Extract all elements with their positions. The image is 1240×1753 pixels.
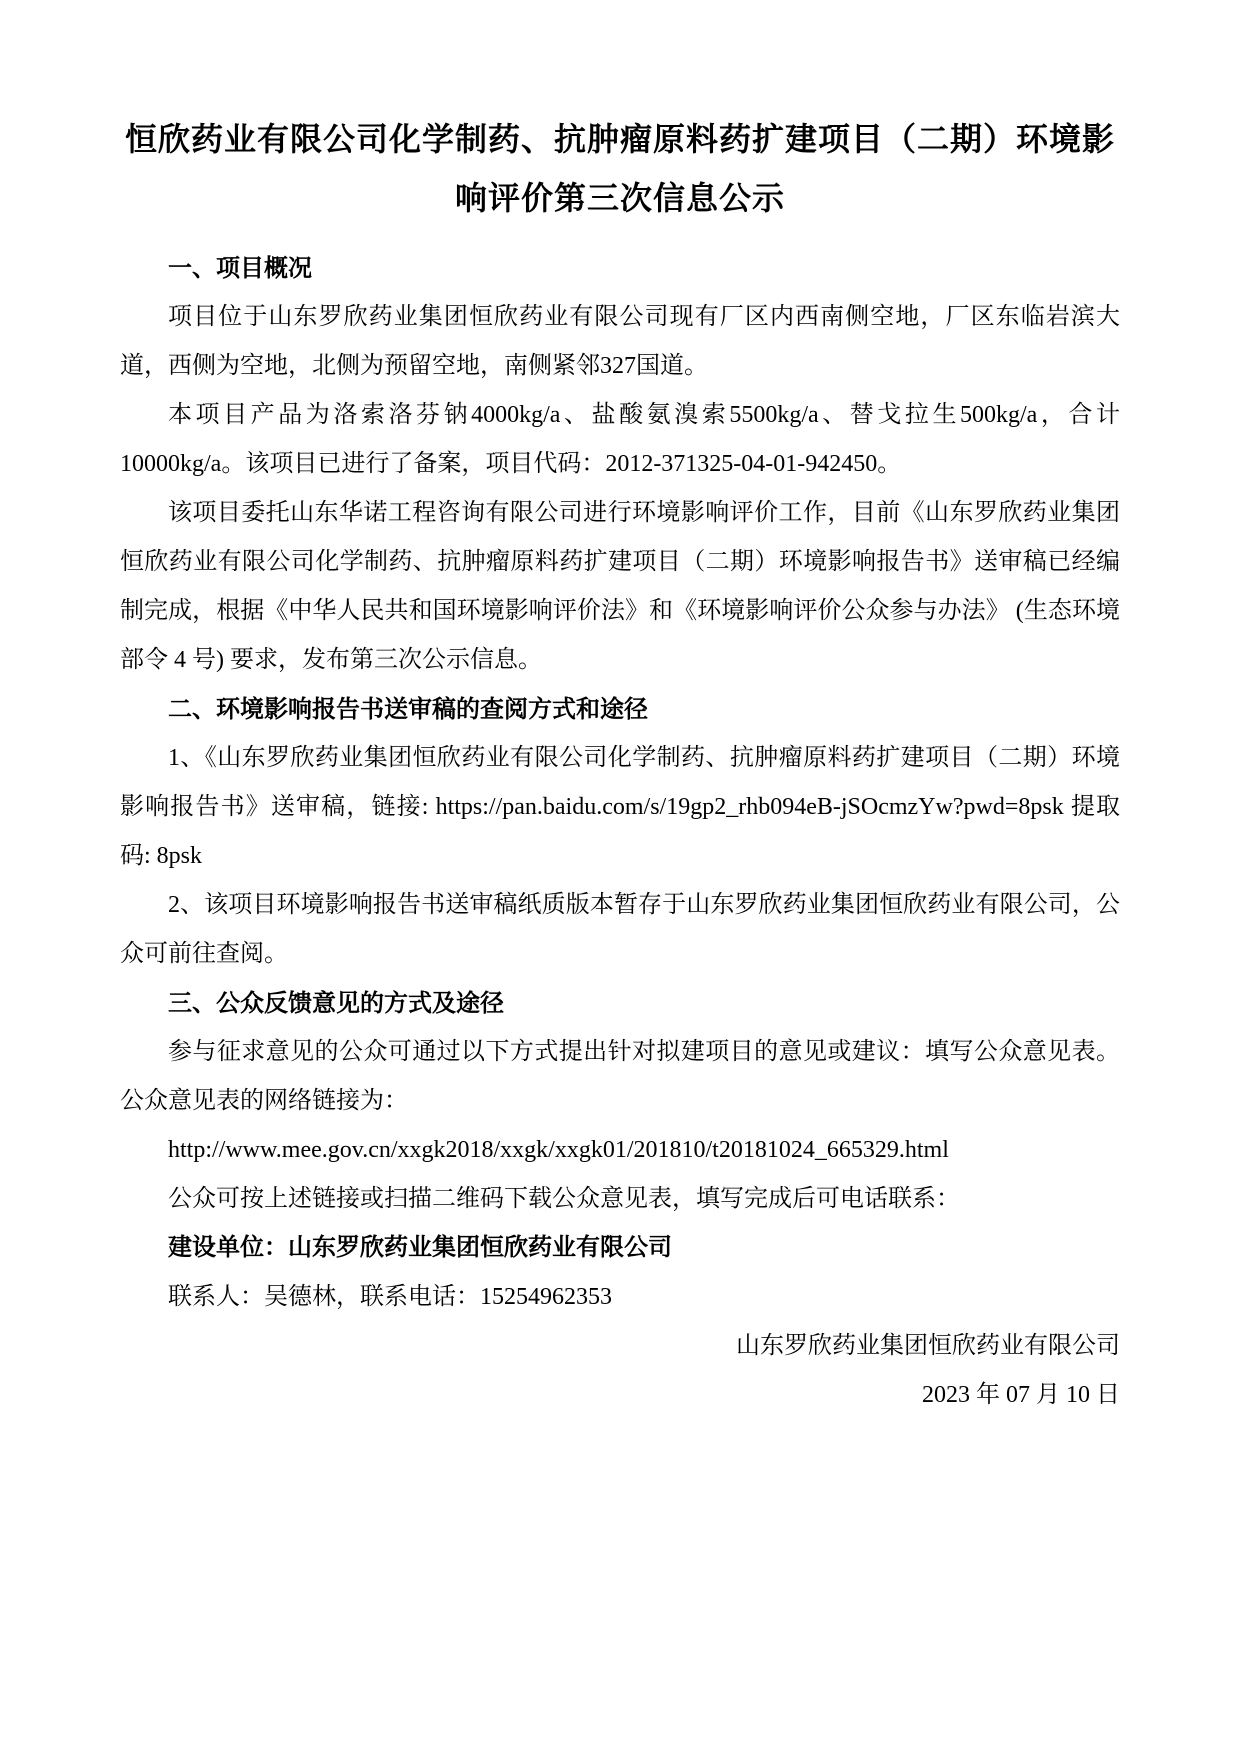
para-project-location: 项目位于山东罗欣药业集团恒欣药业有限公司现有厂区内西南侧空地，厂区东临岩滨大道，西侧为空地，北侧为预留空地，南侧紧邻327国道。 xyxy=(120,304,1120,379)
contact-person-line: 联系人：吴德林，联系电话：15254962353 xyxy=(168,1284,612,1310)
para-commission-info: 该项目委托山东华诺工程咨询有限公司进行环境影响评价工作，目前《山东罗欣药业集团恒欣药业有限公司化学制药、抗肿瘤原料药扩建项目（二期）环境影响报告书》送审稿已经编制完成，根据《中华人民共和国环境影响评价法》和《环境影响评价公众参与办法》 (生态环境部令 4 号) 要求，发布第三次公示信息。 xyxy=(120,500,1120,673)
para-paper-copy: 2、该项目环境影响报告书送审稿纸质版本暂存于山东罗欣药业集团恒欣药业有限公司，公众可前往查阅。 xyxy=(120,892,1120,967)
document-title: 恒欣药业有限公司化学制药、抗肿瘤原料药扩建项目（二期）环境影响评价第三次信息公示 xyxy=(124,121,1115,216)
signature-company: 山东罗欣药业集团恒欣药业有限公司 xyxy=(736,1333,1120,1359)
para-project-products: 本项目产品为洛索洛芬钠4000kg/a、盐酸氨溴索5500kg/a、替戈拉生500kg/a，合计10000kg/a。该项目已进行了备案，项目代码：2012-371325-04-01-942450。 xyxy=(120,402,1120,477)
section-1-heading: 一、项目概况 xyxy=(168,255,312,282)
public-comment-form-url: http://www.mee.gov.cn/xxgk2018/xxgk/xxgk01/201810/t20181024_665329.html xyxy=(168,1137,949,1163)
section-3-heading: 三、公众反馈意见的方式及途径 xyxy=(168,990,504,1017)
document-body xyxy=(120,244,1120,1420)
para-feedback-method: 参与征求意见的公众可通过以下方式提出针对拟建项目的意见或建议：填写公众意见表。公众意见表的网络链接为： xyxy=(120,1039,1120,1114)
signature-date: 2023 年 07 月 10 日 xyxy=(922,1382,1120,1408)
para-report-link: 1、《山东罗欣药业集团恒欣药业有限公司化学制药、抗肿瘤原料药扩建项目（二期）环境影响报告书》送审稿，链接: https://pan.baidu.com/s/19gp2_rhb094eB-jSOcmzYw?pwd=8psk 提取码: 8psk xyxy=(120,745,1120,869)
construction-unit-line: 建设单位：山东罗欣药业集团恒欣药业有限公司 xyxy=(168,1235,672,1261)
para-download-instruction: 公众可按上述链接或扫描二维码下载公众意见表，填写完成后可电话联系： xyxy=(168,1186,960,1212)
section-2-heading: 二、环境影响报告书送审稿的查阅方式和途径 xyxy=(168,696,648,723)
